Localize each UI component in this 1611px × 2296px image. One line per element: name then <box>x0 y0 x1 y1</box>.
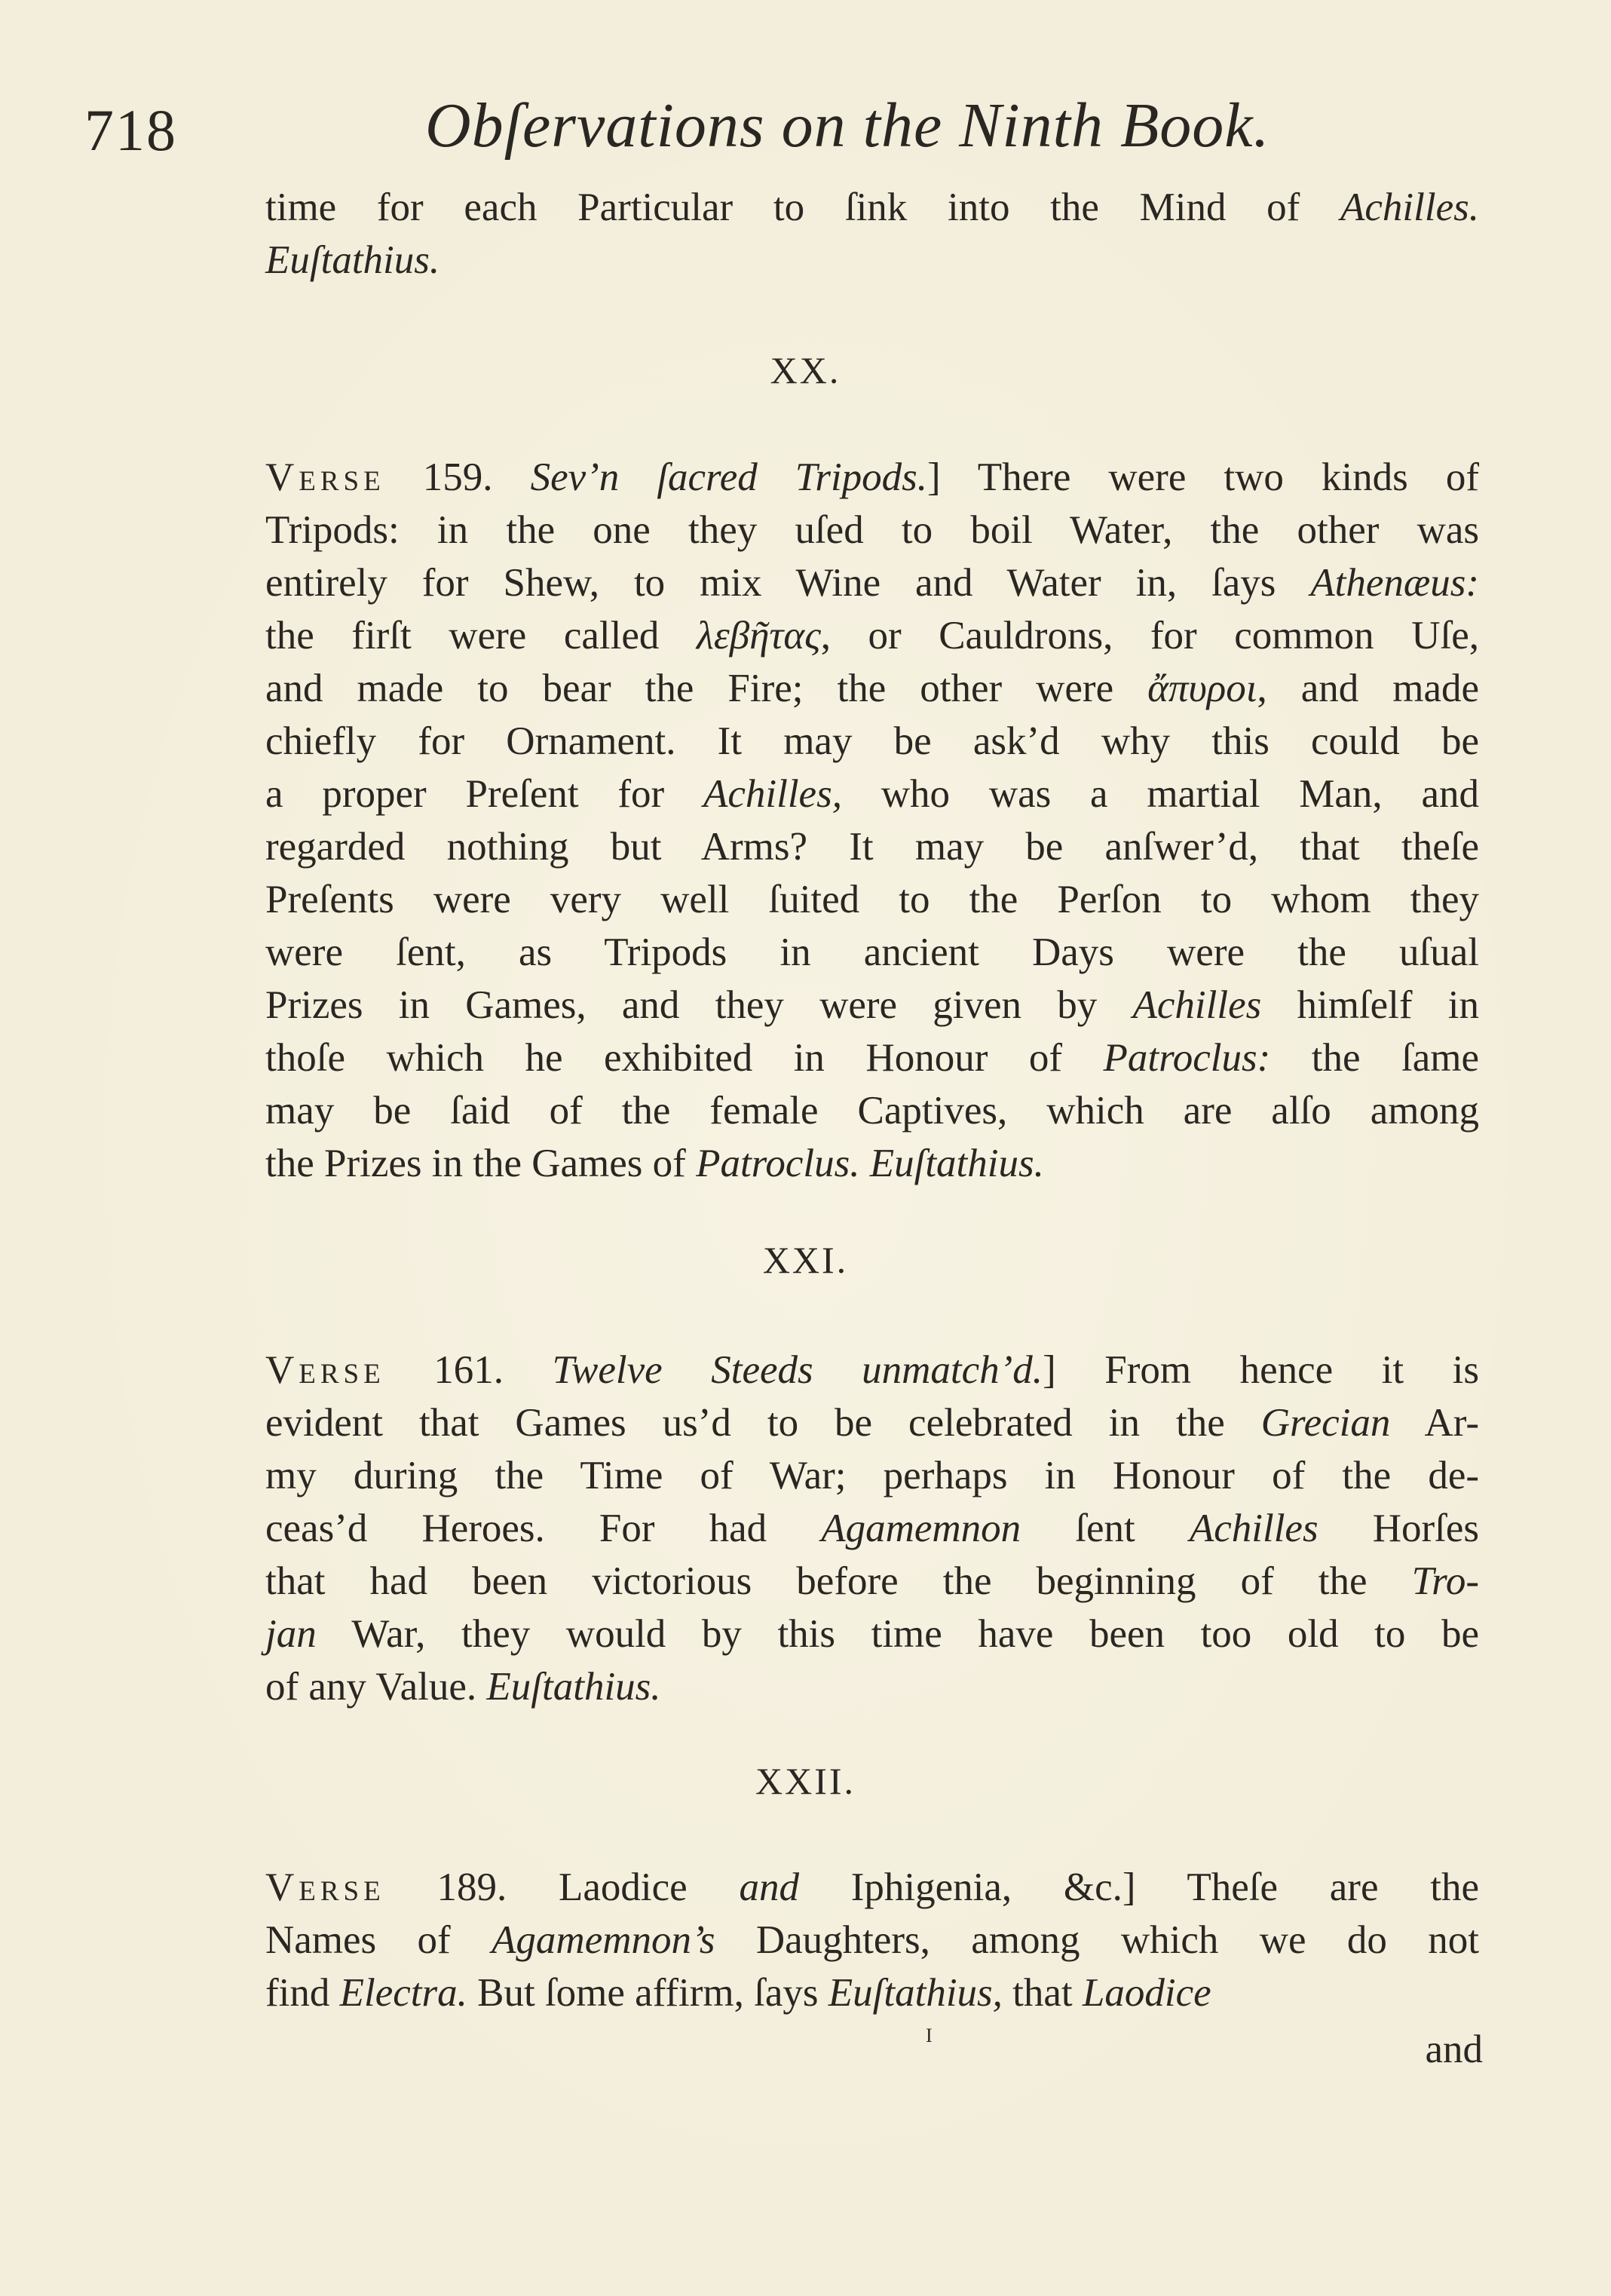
catchword: and <box>1425 2028 1483 2071</box>
section-1-text-span: that had been victorious before the beginning of the <box>265 1559 1412 1603</box>
section-1-text-span: Verse <box>265 1348 385 1392</box>
section-heading-xxii: XXII. <box>755 1760 856 1802</box>
section-0-text-span: ] There were two kinds of <box>927 455 1479 499</box>
section-0-line <box>265 609 1479 662</box>
section-1-line <box>265 1396 1479 1449</box>
section-0-text-span: may be ſaid of the female Captives, which are alſo among <box>265 1089 1479 1133</box>
page-header <box>84 89 1502 172</box>
section-0-line <box>265 504 1479 556</box>
section-0-text-span: the firſt were called <box>265 614 697 658</box>
section-xxi-paragraph <box>265 1344 1479 1713</box>
section-1-line <box>265 1555 1479 1608</box>
section-1-text-span: jan <box>265 1612 317 1656</box>
section-0-line <box>265 451 1479 504</box>
section-1-text-span: Achilles <box>1189 1507 1319 1550</box>
section-0-line <box>265 1032 1479 1084</box>
section-1-text-span: Grecian <box>1260 1401 1391 1445</box>
section-0-line <box>265 926 1479 979</box>
section-0-text-span: 159. <box>384 455 531 499</box>
section-0-text-span: a proper Preſent for <box>265 772 703 816</box>
section-1-text-span: ceas’d Heroes. For had <box>265 1507 822 1550</box>
section-2-text-span: But ſome affirm, ſays <box>467 1971 828 2015</box>
section-2-text-span: Electra. <box>339 1971 467 2015</box>
section-0-line <box>265 768 1479 820</box>
section-0-text-span: Patroclus. <box>696 1142 860 1185</box>
section-1-text-span: Horſes <box>1318 1507 1479 1550</box>
section-xx-paragraph <box>265 451 1479 1190</box>
intro-text-span: time for each Particular to ſink into the Mind of <box>265 185 1341 229</box>
section-0-text-span: and made to bear the Fire; the other were <box>265 667 1148 710</box>
section-0-line <box>265 662 1479 715</box>
section-1-text-span: ſent <box>1021 1507 1190 1550</box>
section-2-line <box>265 1914 1479 1966</box>
page-number: 718 <box>84 97 177 163</box>
section-0-line <box>265 1137 1479 1190</box>
signature-mark: I <box>926 2025 933 2046</box>
section-0-line <box>265 715 1479 768</box>
section-0-text-span: Achilles, <box>703 772 842 816</box>
section-0-text-span: Athenæus: <box>1310 561 1479 605</box>
section-1-line <box>265 1660 1479 1713</box>
section-0-line <box>265 556 1479 609</box>
section-0-text-span: Patroclus: <box>1103 1036 1271 1080</box>
section-1-text-span: War, they would by this time have been too old to be <box>316 1612 1479 1656</box>
section-0-line <box>265 979 1479 1032</box>
section-0-text-span: Verse <box>265 455 385 499</box>
section-0-text-span: Achilles <box>1132 983 1262 1027</box>
section-2-text-span: Names of <box>265 1918 492 1962</box>
section-0-text-span <box>859 1142 869 1185</box>
section-0-text-span: who was a martial Man, and <box>841 772 1479 816</box>
section-0-text-span: λεβῆτας <box>696 614 821 658</box>
section-0-text-span: Prizes in Games, and they were given by <box>265 983 1133 1027</box>
section-0-text-span: thoſe which he exhibited in Honour of <box>265 1036 1104 1080</box>
section-1-text-span: Tro- <box>1411 1559 1479 1603</box>
section-heading-xxi: XXI. <box>762 1239 849 1281</box>
section-0-text-span: were ſent, as Tripods in ancient Days were the uſual <box>265 930 1479 974</box>
section-0-line <box>265 820 1479 873</box>
section-1-text-span: Agamemnon <box>821 1507 1021 1550</box>
section-0-text-span: Sev’n ſacred Tripods. <box>530 455 928 499</box>
section-2-line <box>265 1861 1479 1914</box>
section-0-text-span: Euſtathius. <box>869 1142 1044 1185</box>
section-0-text-span: , or Cauldrons, for common Uſe, <box>820 614 1479 658</box>
section-0-text-span: chiefly for Ornament. It may be ask’d why this could be <box>265 719 1479 763</box>
section-2-text-span: Laodice <box>1082 1971 1211 2015</box>
section-xxii-paragraph <box>265 1861 1479 2019</box>
section-1-line <box>265 1449 1479 1502</box>
section-1-text-span: 161. <box>384 1348 553 1392</box>
section-1-text-span: Ar- <box>1390 1401 1479 1445</box>
section-0-line <box>265 1084 1479 1137</box>
section-2-text-span: Daughters, among which we do not <box>715 1918 1479 1962</box>
section-1-text-span: my during the Time of War; perhaps in Honour of the de- <box>265 1454 1479 1497</box>
section-2-text-span: Euſtathius, <box>828 1971 1003 2015</box>
section-0-text-span: himſelf in <box>1261 983 1479 1027</box>
intro-text-span: Euſtathius. <box>265 238 440 282</box>
section-0-text-span: entirely for Shew, to mix Wine and Water in, ſays <box>265 561 1311 605</box>
section-1-text-span: Twelve Steeds unmatch’d. <box>552 1348 1043 1392</box>
section-1-line <box>265 1608 1479 1660</box>
section-1-text-span: of any Value. <box>265 1665 487 1709</box>
intro-line <box>265 234 1479 287</box>
section-1-line <box>265 1344 1479 1396</box>
section-1-line <box>265 1502 1479 1555</box>
intro-paragraph <box>265 181 1479 287</box>
section-2-text-span: Agamemnon’s <box>492 1918 715 1962</box>
section-0-text-span: , and made <box>1257 667 1480 710</box>
section-0-text-span: the Prizes in the Games of <box>265 1142 697 1185</box>
running-title: Obſervations on the Ninth Book. <box>425 90 1270 161</box>
section-1-text-span: ] From hence it is <box>1043 1348 1479 1392</box>
section-2-text-span: Iphigenia, &c.] Theſe are the <box>798 1865 1479 1909</box>
section-0-text-span: ἄπυροι <box>1147 667 1257 710</box>
section-2-text-span: Verse <box>265 1865 385 1909</box>
section-2-text-span: that <box>1002 1971 1083 2015</box>
section-heading-xx: XX. <box>770 349 841 391</box>
section-2-text-span: 189. Laodice <box>384 1865 740 1909</box>
section-0-text-span: Tripods: in the one they uſed to boil Water, the other was <box>265 508 1479 552</box>
section-2-text-span: and <box>739 1865 799 1909</box>
section-1-text-span: evident that Games us’d to be celebrated in the <box>265 1401 1261 1445</box>
section-2-line <box>265 1966 1479 2019</box>
section-0-text-span: regarded nothing but Arms? It may be anſwer’d, that theſe <box>265 825 1479 869</box>
section-0-line <box>265 873 1479 926</box>
intro-text-span: Achilles. <box>1340 185 1479 229</box>
section-0-text-span: the ſame <box>1270 1036 1480 1080</box>
section-2-text-span: find <box>265 1971 340 2015</box>
intro-line <box>265 181 1479 234</box>
section-1-text-span: Euſtathius. <box>486 1665 661 1709</box>
section-0-text-span: Preſents were very well ſuited to the Perſon to whom they <box>265 878 1479 921</box>
